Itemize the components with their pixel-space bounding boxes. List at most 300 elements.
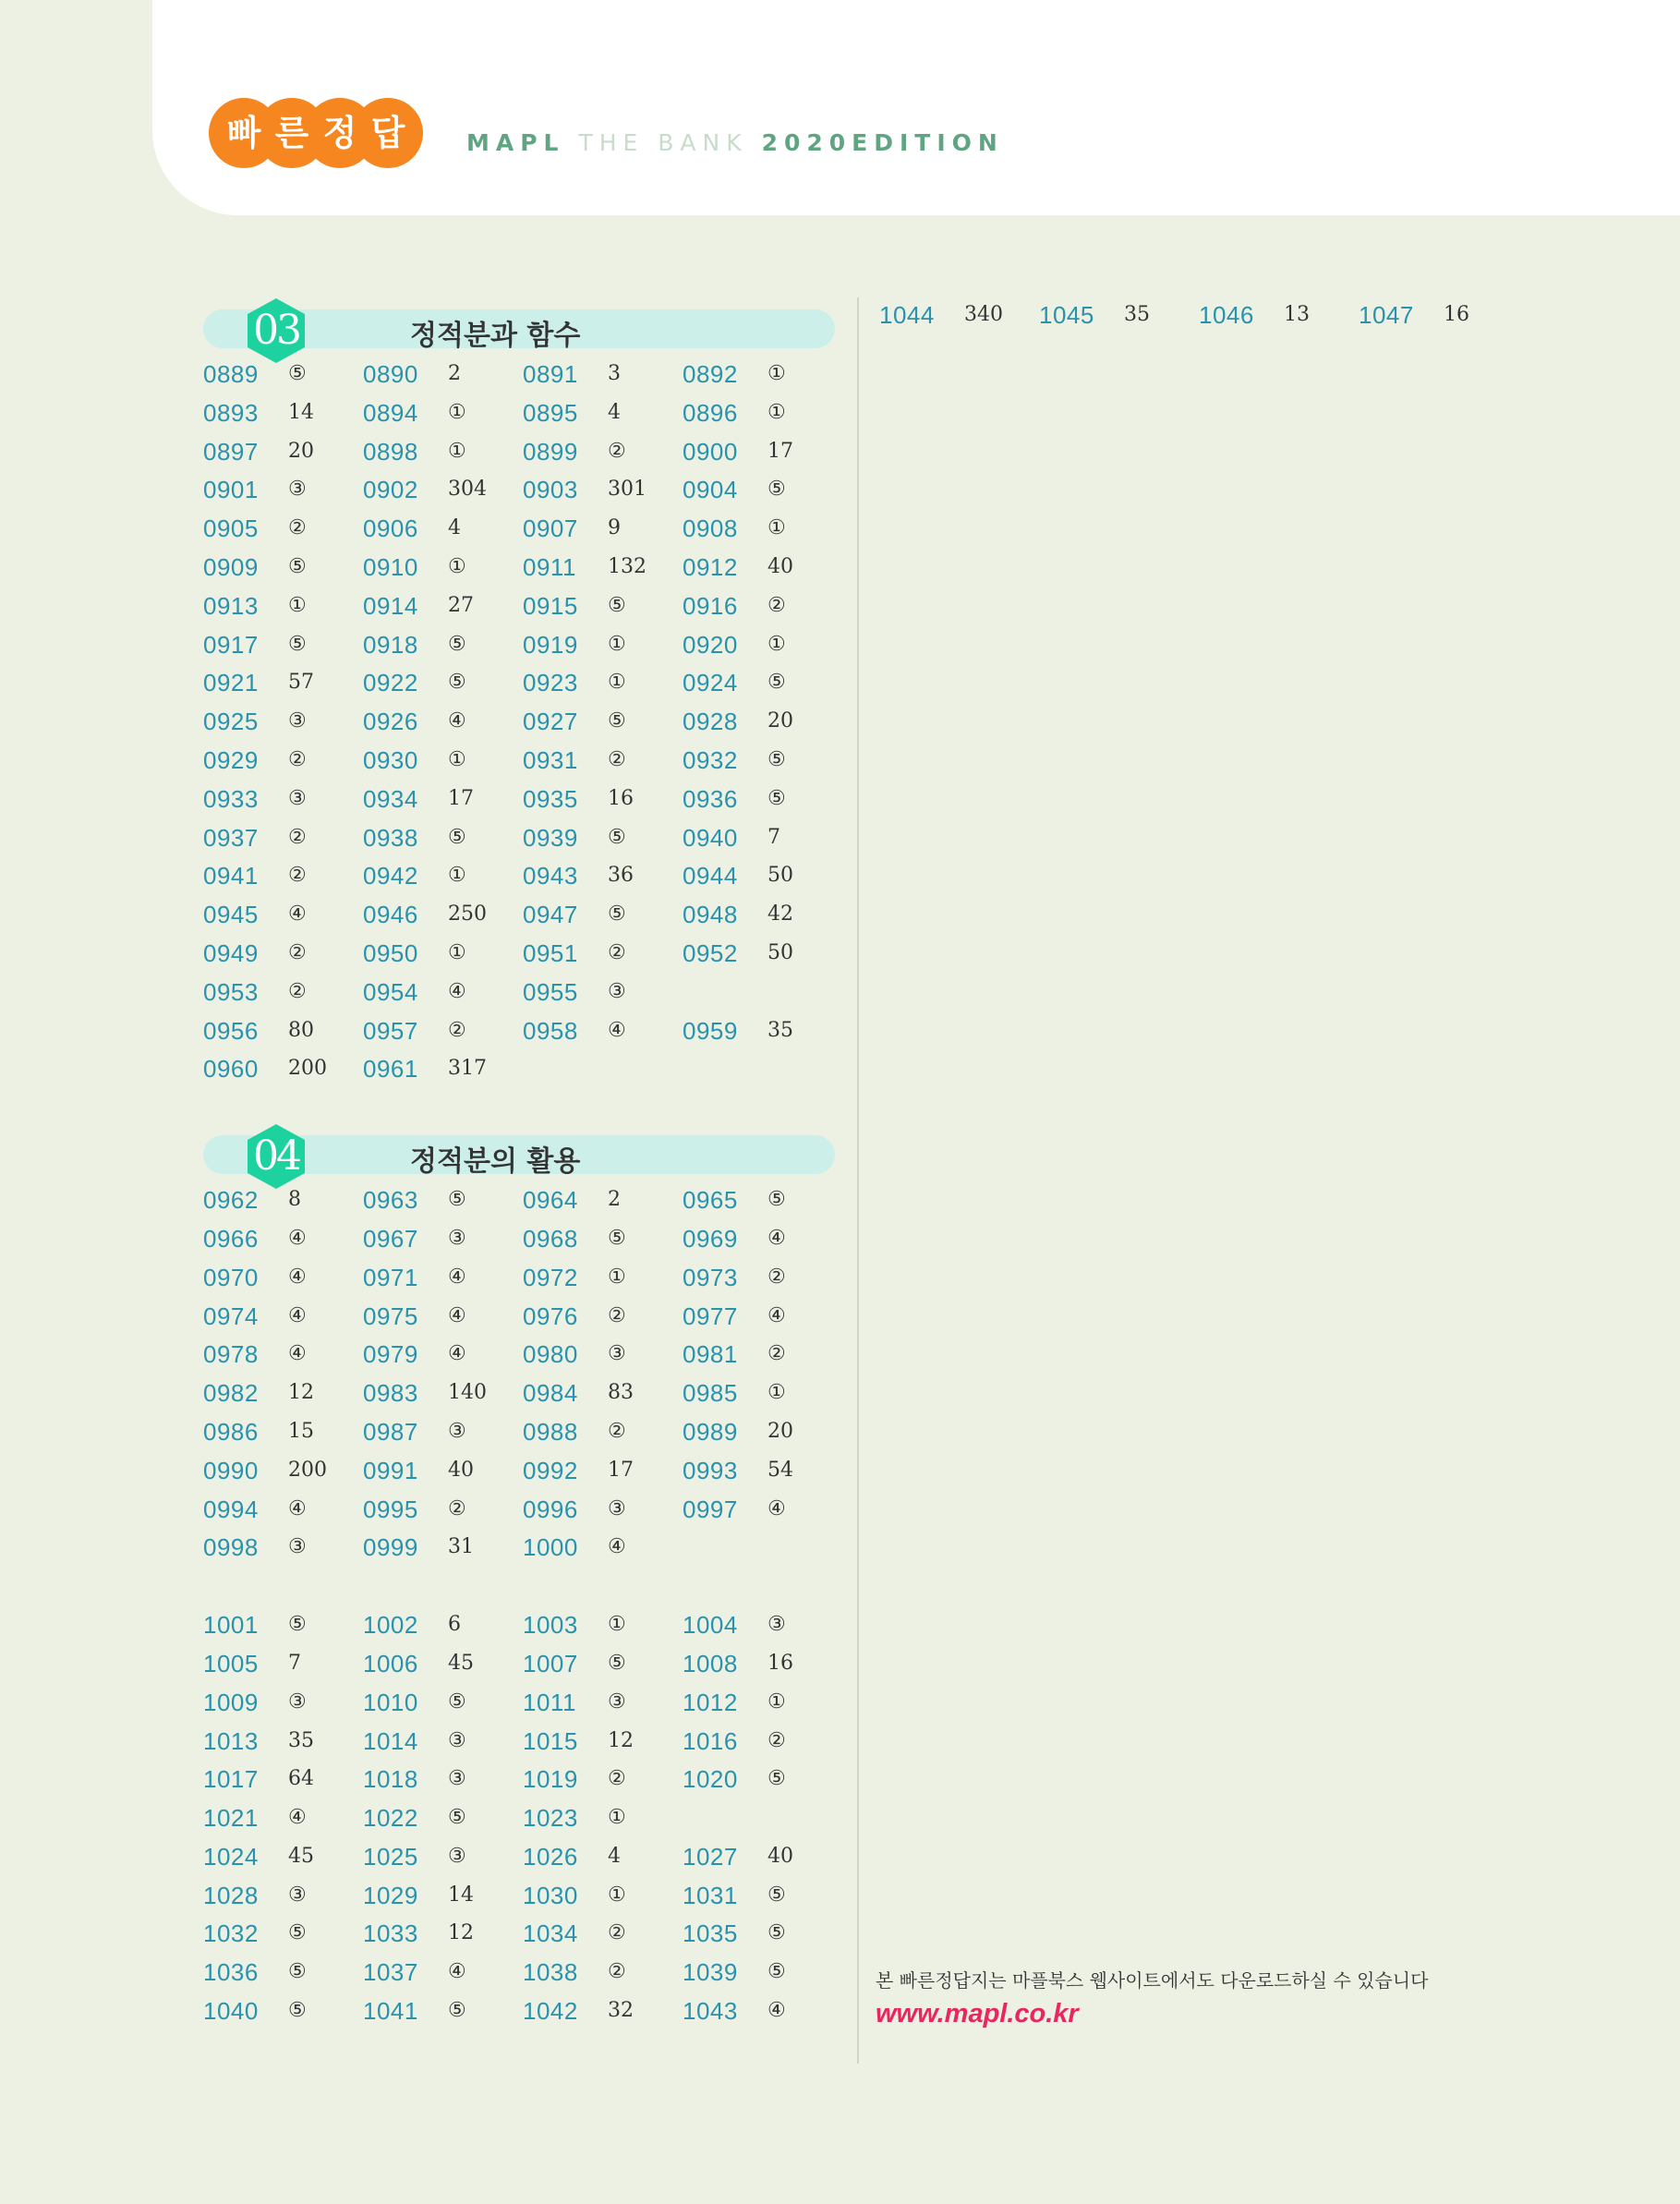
answer-value: ① [767, 362, 786, 385]
answer-row [203, 1878, 840, 1917]
answer-value: ① [448, 554, 466, 578]
problem-number: 0955 [523, 977, 578, 1006]
problem-number: 1017 [203, 1765, 259, 1794]
problem-number: 0913 [203, 591, 259, 620]
answer-value: 3 [608, 362, 621, 385]
answer-value: ⑤ [288, 632, 307, 656]
answer-value: ① [608, 1806, 626, 1830]
answer-value: ③ [288, 1883, 307, 1907]
answer-value: ① [608, 1883, 626, 1907]
answer-row [203, 743, 840, 781]
answer-value: ① [448, 940, 466, 964]
quick-answers-logo [207, 96, 429, 170]
answer-row [203, 858, 840, 897]
answer-value: 45 [288, 1844, 314, 1868]
problem-number: 0999 [363, 1533, 418, 1562]
problem-number: 1033 [363, 1919, 418, 1948]
problem-number: 0991 [363, 1456, 418, 1484]
logo-char-4: 답 [370, 113, 405, 153]
problem-number: 0917 [203, 630, 259, 659]
problem-number: 1031 [683, 1881, 738, 1909]
answer-value: ⑤ [288, 1613, 307, 1637]
problem-number: 1022 [363, 1804, 418, 1833]
brand-mapl: MAPL [466, 129, 565, 156]
problem-number: 0890 [363, 360, 418, 388]
answer-value: 83 [608, 1381, 634, 1405]
answer-value: 200 [288, 1458, 327, 1482]
problem-number: 0903 [523, 476, 578, 504]
problem-number: 0934 [363, 784, 418, 813]
answer-row [203, 1182, 840, 1221]
problem-number: 1015 [523, 1726, 578, 1755]
answer-row [203, 550, 840, 588]
problem-number: 0983 [363, 1379, 418, 1408]
problem-number: 0902 [363, 476, 418, 504]
answer-value: ① [767, 1381, 786, 1405]
answer-value: ⑤ [448, 825, 466, 849]
problem-number: 0992 [523, 1456, 578, 1484]
problem-number: 0996 [523, 1495, 578, 1523]
problem-number: 0975 [363, 1302, 418, 1330]
problem-number: 0896 [683, 398, 738, 427]
answer-value: ① [767, 516, 786, 540]
answer-value: ③ [608, 1496, 626, 1520]
answer-value: 50 [767, 940, 793, 964]
answer-value: 200 [288, 1057, 327, 1081]
problem-number: 0938 [363, 823, 418, 852]
problem-number: 0942 [363, 862, 418, 890]
answer-row [203, 1221, 840, 1260]
answer-row [203, 1414, 840, 1453]
brand-edition: 2020EDITION [761, 129, 1004, 156]
answer-value: ① [767, 632, 786, 656]
problem-number: 1019 [523, 1765, 578, 1794]
problem-number: 0933 [203, 784, 259, 813]
answer-value: 16 [608, 786, 634, 810]
answer-value: 340 [964, 303, 1003, 326]
problem-number: 0916 [683, 591, 738, 620]
answer-value: ③ [608, 1689, 626, 1714]
answer-value: 20 [288, 439, 314, 463]
answer-value: ④ [767, 1496, 786, 1520]
answer-value: ⑤ [288, 554, 307, 578]
problem-number: 1011 [523, 1688, 576, 1716]
answer-row [203, 975, 840, 1013]
answer-value: 12 [288, 1381, 314, 1405]
answer-value: ⑤ [288, 362, 307, 385]
problem-number: 1018 [363, 1765, 418, 1794]
brand-the-bank: THE BANK [578, 129, 748, 156]
answer-value: 40 [767, 554, 793, 578]
answer-value: ⑤ [608, 593, 626, 617]
answer-value: 17 [608, 1458, 634, 1482]
problem-number: 0984 [523, 1379, 578, 1408]
problem-number: 0907 [523, 515, 578, 543]
answer-row [203, 1375, 840, 1414]
problem-number: 0964 [523, 1186, 578, 1215]
answer-value: 301 [608, 478, 647, 502]
problem-number: 1047 [1359, 301, 1414, 329]
problem-number: 0927 [523, 708, 578, 736]
answer-value: ⑤ [767, 1188, 786, 1212]
answer-value: 17 [767, 439, 793, 463]
problem-number: 0929 [203, 745, 259, 774]
problem-number: 0970 [203, 1263, 259, 1291]
problem-number: 0947 [523, 901, 578, 929]
answer-value: 12 [608, 1728, 634, 1752]
answer-value: 2 [448, 362, 461, 385]
problem-number: 0932 [683, 745, 738, 774]
answer-row [203, 936, 840, 975]
problem-number: 0962 [203, 1186, 259, 1215]
answer-row [203, 434, 840, 473]
answer-value: ② [288, 940, 307, 964]
problem-number: 0985 [683, 1379, 738, 1408]
answer-value: ⑤ [608, 709, 626, 733]
answer-value: 36 [608, 864, 634, 888]
answer-value: 2 [608, 1188, 621, 1212]
answer-row [203, 1839, 840, 1878]
problem-number: 0998 [203, 1533, 259, 1562]
problem-number: 0963 [363, 1186, 418, 1215]
problem-number: 0931 [523, 745, 578, 774]
answer-row [203, 1453, 840, 1492]
problem-number: 0989 [683, 1417, 738, 1446]
problem-number: 0973 [683, 1263, 738, 1291]
problem-number: 1005 [203, 1649, 259, 1677]
answer-value: 50 [767, 864, 793, 888]
answer-row [203, 1260, 840, 1299]
answer-value: ④ [767, 1226, 786, 1250]
problem-number: 0978 [203, 1340, 259, 1369]
answer-value: ① [448, 864, 466, 888]
answer-value: ① [608, 632, 626, 656]
problem-number: 1044 [879, 301, 935, 329]
answer-row [203, 472, 840, 511]
problem-number: 0990 [203, 1456, 259, 1484]
answer-value: 16 [1444, 303, 1469, 326]
answer-value: ⑤ [767, 671, 786, 695]
answer-row [203, 1530, 840, 1568]
problem-number: 0948 [683, 901, 738, 929]
answer-value: 6 [448, 1613, 461, 1637]
problem-number: 0897 [203, 437, 259, 466]
problem-number: 1010 [363, 1688, 418, 1716]
answer-value: 57 [288, 671, 314, 695]
problem-number: 0925 [203, 708, 259, 736]
problem-number: 1029 [363, 1881, 418, 1909]
answer-row [203, 511, 840, 550]
problem-number: 0981 [683, 1340, 738, 1369]
answer-value: ④ [767, 1303, 786, 1327]
problem-number: 0912 [683, 552, 738, 581]
problem-number: 0906 [363, 515, 418, 543]
problem-number: 1036 [203, 1958, 259, 1987]
answer-value: ⑤ [767, 1960, 786, 1984]
answer-row [203, 1013, 840, 1052]
problem-number: 0945 [203, 901, 259, 929]
answer-value: 35 [767, 1018, 793, 1042]
problem-number: 0928 [683, 708, 738, 736]
answer-value: 54 [767, 1458, 793, 1482]
problem-number: 1004 [683, 1611, 738, 1640]
website-link[interactable]: www.mapl.co.kr [876, 1999, 1079, 2028]
answer-value: ② [288, 825, 307, 849]
answer-value: ④ [767, 1999, 786, 2023]
answer-value: ④ [448, 1303, 466, 1327]
answer-row [203, 1051, 840, 1090]
answer-value: ③ [288, 709, 307, 733]
problem-number: 1003 [523, 1611, 578, 1640]
problem-number: 0922 [363, 669, 418, 697]
answer-value: ③ [448, 1844, 466, 1868]
answer-value: ④ [288, 1265, 307, 1289]
problem-number: 0977 [683, 1302, 738, 1330]
answer-value: 40 [448, 1458, 474, 1482]
problem-number: 1030 [523, 1881, 578, 1909]
answer-value: ⑤ [448, 671, 466, 695]
answer-value: ③ [448, 1728, 466, 1752]
problem-number: 0900 [683, 437, 738, 466]
problem-number: 0967 [363, 1224, 418, 1253]
problem-number: 0940 [683, 823, 738, 852]
answer-value: 9 [608, 516, 621, 540]
answer-value: 4 [608, 400, 621, 424]
problem-number: 0952 [683, 939, 738, 967]
problem-number: 1020 [683, 1765, 738, 1794]
answer-value: 17 [448, 786, 474, 810]
answer-row [203, 1337, 840, 1375]
problem-number: 0987 [363, 1417, 418, 1446]
problem-number: 0935 [523, 784, 578, 813]
answer-value: ⑤ [448, 1689, 466, 1714]
problem-number: 0956 [203, 1016, 259, 1045]
problem-number: 0968 [523, 1224, 578, 1253]
answer-value: 4 [448, 516, 461, 540]
problem-number: 0919 [523, 630, 578, 659]
problem-number: 0939 [523, 823, 578, 852]
problem-number: 0910 [363, 552, 418, 581]
answer-value: 14 [288, 400, 314, 424]
answer-value: 14 [448, 1883, 474, 1907]
answer-value: 40 [767, 1844, 793, 1868]
problem-number: 1012 [683, 1688, 738, 1716]
answer-value: ③ [608, 1342, 626, 1366]
problem-number: 0908 [683, 515, 738, 543]
answer-value: ④ [288, 1303, 307, 1327]
answer-value: ④ [288, 1496, 307, 1520]
answer-value: ② [767, 1265, 786, 1289]
answer-value: ② [288, 516, 307, 540]
problem-number: 1021 [203, 1804, 259, 1833]
answer-value: 45 [448, 1651, 474, 1675]
answer-value: ⑤ [448, 632, 466, 656]
problem-number: 0944 [683, 862, 738, 890]
problem-number: 0920 [683, 630, 738, 659]
answer-value: ⑤ [608, 1651, 626, 1675]
problem-number: 0969 [683, 1224, 738, 1253]
problem-number: 0891 [523, 360, 578, 388]
answer-value: ⑤ [608, 825, 626, 849]
answer-value: ② [608, 1419, 626, 1443]
answer-value: ⑤ [767, 747, 786, 771]
problem-number: 1001 [203, 1611, 259, 1640]
answer-value: 304 [448, 478, 487, 502]
problem-number: 0997 [683, 1495, 738, 1523]
answer-value: 31 [448, 1535, 474, 1559]
problem-number: 0950 [363, 939, 418, 967]
problem-number: 0960 [203, 1055, 259, 1084]
answer-value: ⑤ [608, 902, 626, 926]
answer-value: ③ [288, 786, 307, 810]
problem-number: 0976 [523, 1302, 578, 1330]
problem-number: 0974 [203, 1302, 259, 1330]
answer-row [203, 1724, 840, 1762]
problem-number: 0930 [363, 745, 418, 774]
problem-number: 0937 [203, 823, 259, 852]
answer-value: ⑤ [448, 1806, 466, 1830]
problem-number: 0936 [683, 784, 738, 813]
section-title: 정적분의 활용 [410, 1145, 581, 1179]
problem-number: 0995 [363, 1495, 418, 1523]
answer-row [203, 820, 840, 859]
problem-number: 1027 [683, 1842, 738, 1871]
problem-number: 1008 [683, 1649, 738, 1677]
answer-value: ② [288, 864, 307, 888]
problem-number: 1000 [523, 1533, 578, 1562]
answer-value: 16 [767, 1651, 793, 1675]
problem-number: 0980 [523, 1340, 578, 1369]
problem-number: 0914 [363, 591, 418, 620]
answer-value: ② [608, 439, 626, 463]
problem-number: 0895 [523, 398, 578, 427]
answer-row [203, 665, 840, 704]
section-header [203, 305, 840, 354]
answer-value: ⑤ [767, 1883, 786, 1907]
answer-value: ③ [288, 1535, 307, 1559]
answer-value: ⑤ [767, 786, 786, 810]
problem-number: 1023 [523, 1804, 578, 1833]
problem-number: 0965 [683, 1186, 738, 1215]
answer-value: ② [448, 1018, 466, 1042]
answer-value: ⑤ [288, 1921, 307, 1945]
problem-number: 1024 [203, 1842, 259, 1871]
answer-row [203, 1299, 840, 1338]
answer-value: ② [608, 1960, 626, 1984]
answer-value: ③ [448, 1767, 466, 1791]
answer-value: ⑤ [767, 1767, 786, 1791]
answer-value: ② [608, 747, 626, 771]
logo-char-2: 른 [274, 113, 309, 153]
problem-number: 0943 [523, 862, 578, 890]
answer-value: ① [288, 593, 307, 617]
answer-value: ① [767, 1689, 786, 1714]
answer-value: ② [288, 979, 307, 1003]
answer-value: ④ [448, 709, 466, 733]
problem-number: 1014 [363, 1726, 418, 1755]
answer-value: ④ [608, 1535, 626, 1559]
problem-number: 0966 [203, 1224, 259, 1253]
problem-number: 0988 [523, 1417, 578, 1446]
problem-number: 1043 [683, 1997, 738, 2026]
answer-value: ④ [288, 1226, 307, 1250]
answer-value: ③ [767, 1613, 786, 1637]
answer-row [203, 1955, 840, 1993]
answer-value: 7 [288, 1651, 301, 1675]
answer-value: ③ [448, 1419, 466, 1443]
logo-char-1: 빠 [226, 113, 261, 153]
problem-number: 0986 [203, 1417, 259, 1446]
answer-row-right [879, 297, 1526, 336]
section-title: 정적분과 함수 [410, 320, 581, 352]
problem-number: 0911 [523, 552, 576, 581]
answer-row [203, 704, 840, 743]
answer-row [203, 1492, 840, 1531]
answer-value: ① [608, 671, 626, 695]
answer-column-left [203, 305, 840, 2032]
answer-value: ③ [448, 1226, 466, 1250]
answer-row [203, 1646, 840, 1685]
problem-number: 1042 [523, 1997, 578, 2026]
problem-number: 0972 [523, 1263, 578, 1291]
answer-value: ④ [448, 979, 466, 1003]
answer-value: ④ [288, 902, 307, 926]
problem-number: 1038 [523, 1958, 578, 1987]
problem-number: 1032 [203, 1919, 259, 1948]
answer-value: 80 [288, 1018, 314, 1042]
answer-value: ① [448, 439, 466, 463]
answer-value: ⑤ [448, 1999, 466, 2023]
problem-number: 0946 [363, 901, 418, 929]
problem-number: 0979 [363, 1340, 418, 1369]
problem-number: 0892 [683, 360, 738, 388]
answer-value: ③ [288, 478, 307, 502]
answer-value: ⑤ [288, 1960, 307, 1984]
problem-number: 1041 [363, 1997, 418, 2026]
brand-title [466, 129, 1004, 156]
answer-value: ② [608, 1767, 626, 1791]
section-number: 04 [253, 1132, 299, 1181]
answer-value: ① [767, 400, 786, 424]
answer-value: ⑤ [608, 1226, 626, 1250]
answer-value: 317 [448, 1057, 487, 1081]
problem-number: 0899 [523, 437, 578, 466]
answer-value: ④ [288, 1342, 307, 1366]
problem-number: 1028 [203, 1881, 259, 1909]
answer-value: ② [448, 1496, 466, 1520]
problem-number: 0915 [523, 591, 578, 620]
answer-row [203, 781, 840, 820]
problem-number: 1002 [363, 1611, 418, 1640]
answer-row [203, 1762, 840, 1800]
problem-number: 1040 [203, 1997, 259, 2026]
answer-row [203, 1607, 840, 1646]
answer-value: 250 [448, 902, 487, 926]
problem-number: 0893 [203, 398, 259, 427]
answer-row [879, 297, 1526, 336]
column-divider [857, 297, 859, 2064]
answer-row [203, 897, 840, 936]
answer-value: 20 [767, 1419, 793, 1443]
answer-value: ② [767, 593, 786, 617]
problem-number: 0941 [203, 862, 259, 890]
answer-row [203, 627, 840, 666]
answer-value: ④ [288, 1806, 307, 1830]
answer-value: ④ [608, 1018, 626, 1042]
answer-value: 4 [608, 1844, 621, 1868]
answer-value: 20 [767, 709, 793, 733]
answer-value: 64 [288, 1767, 314, 1791]
